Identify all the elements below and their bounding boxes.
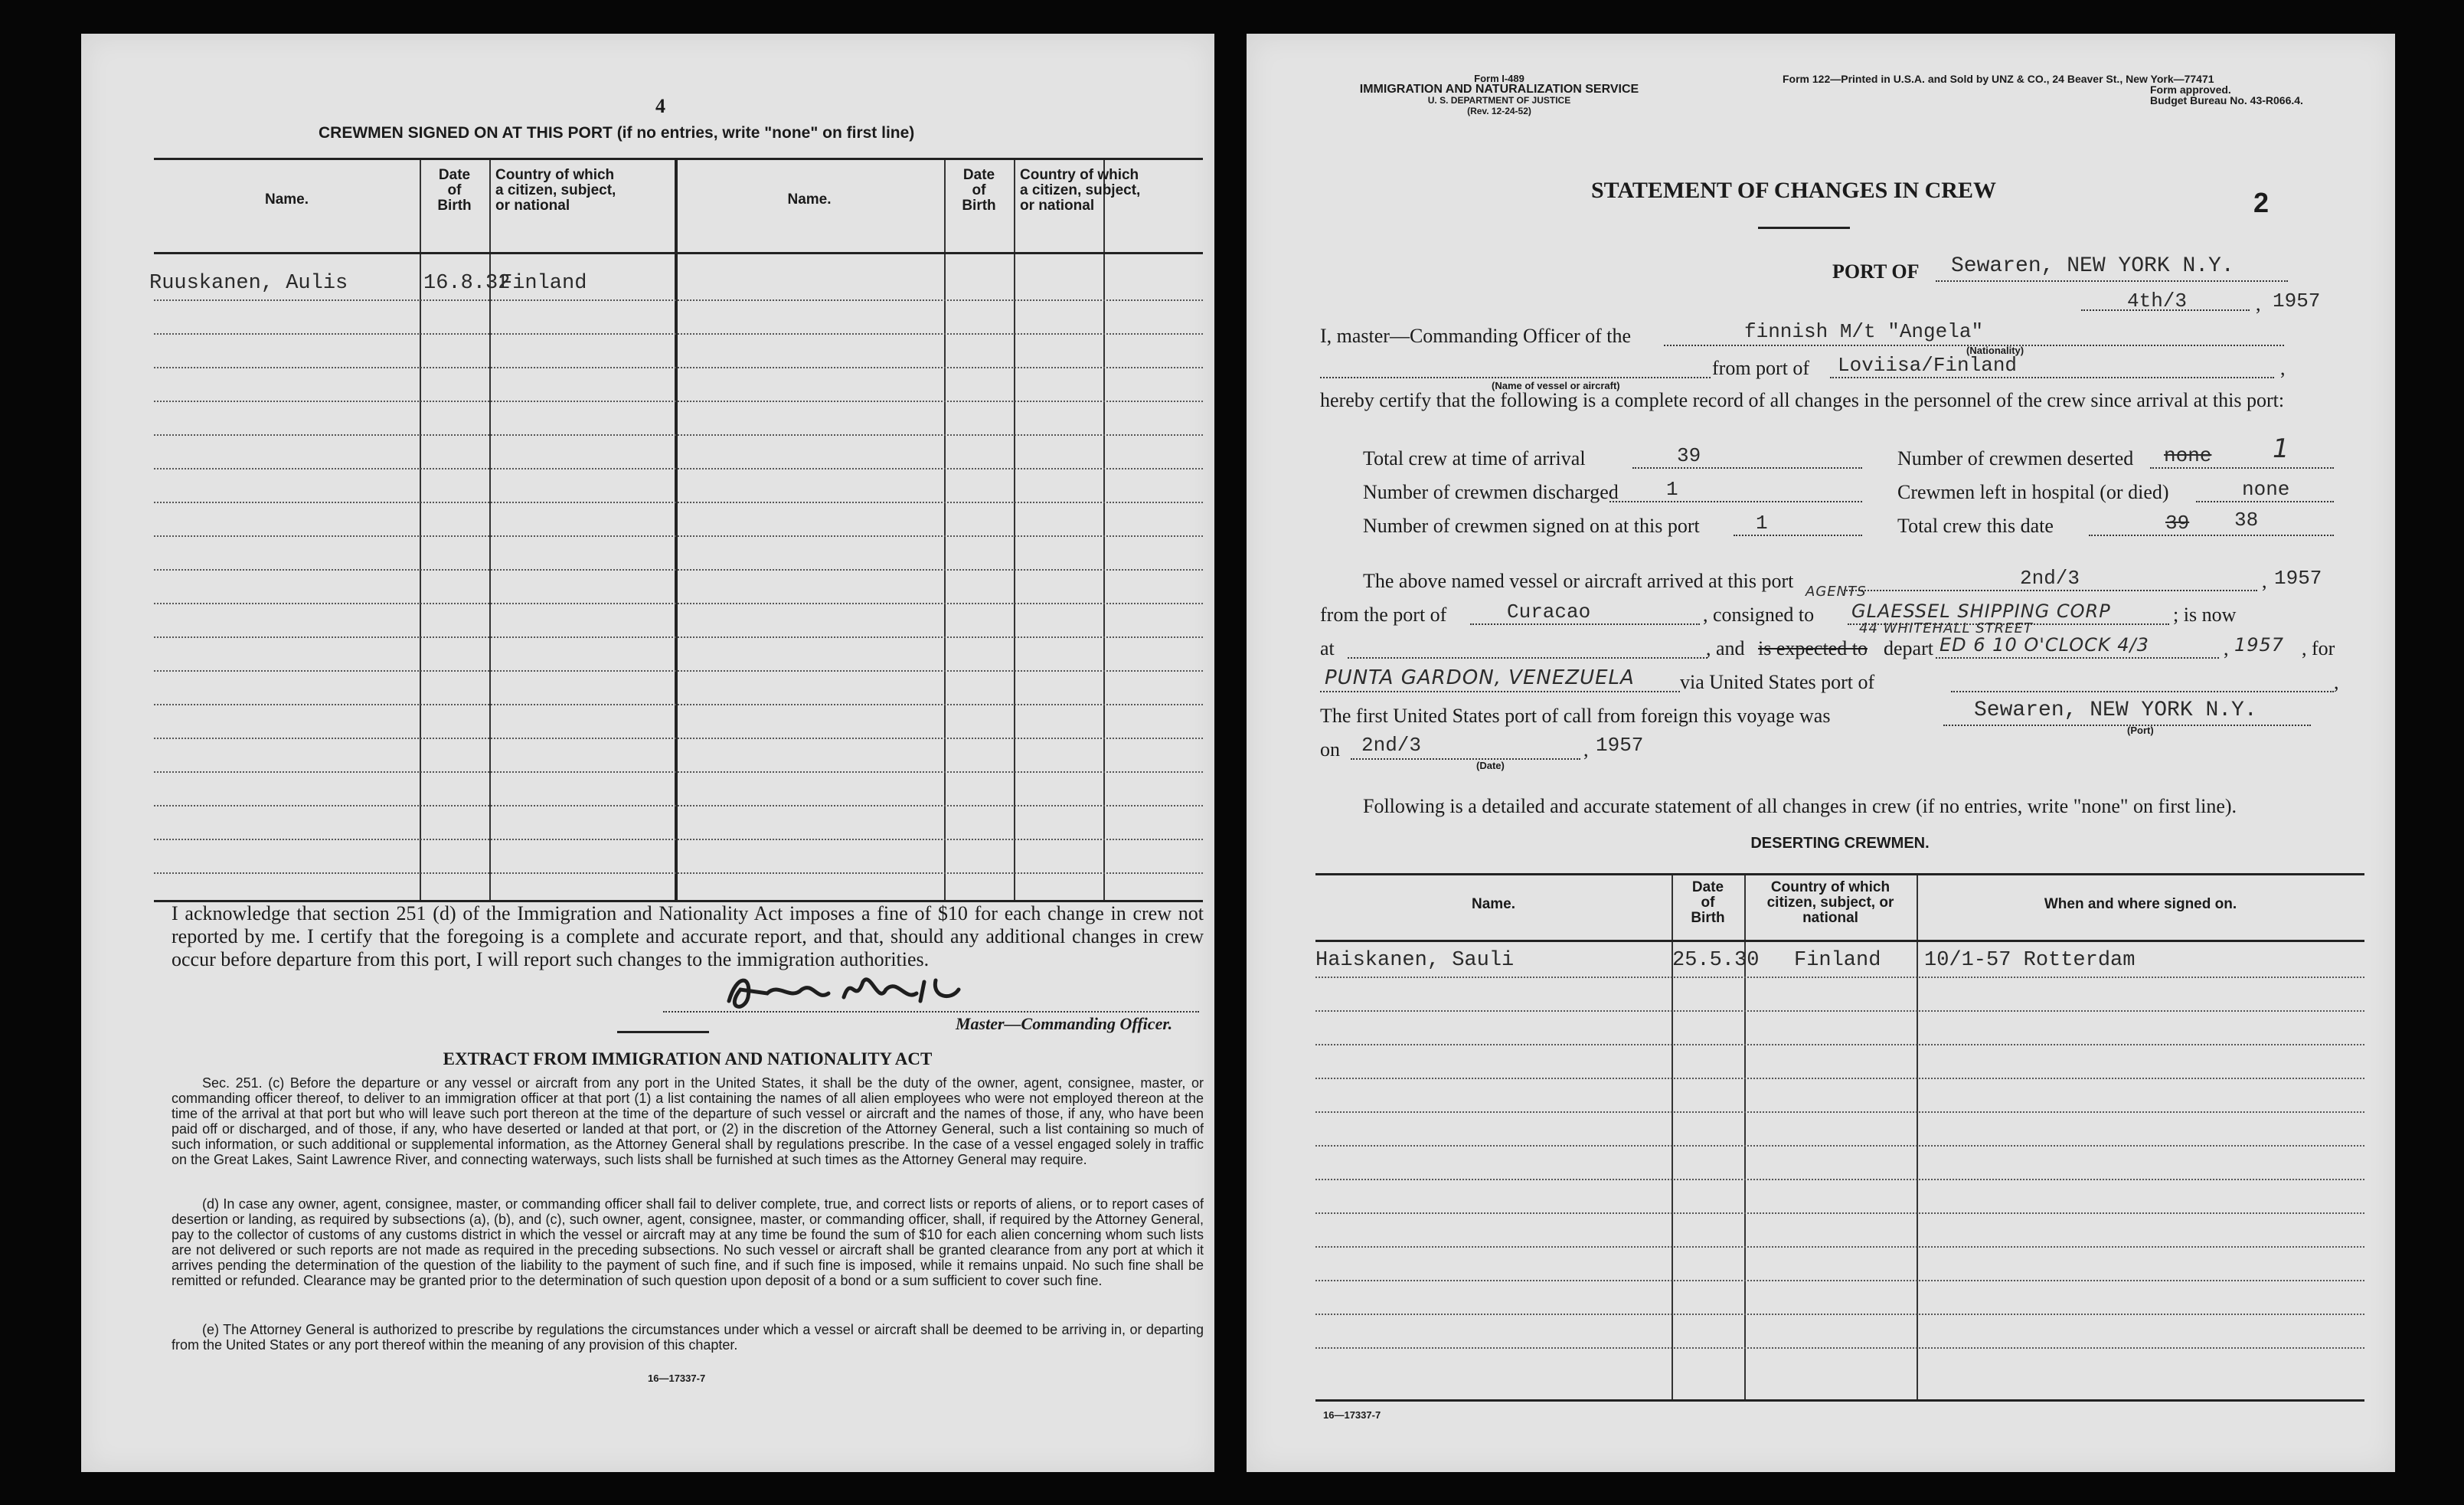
signed-on-label: Number of crewmen signed on at this port bbox=[1363, 515, 1700, 537]
deserting-table bbox=[1315, 873, 2364, 1402]
hospital-label: Crewmen left in hospital (or died) bbox=[1897, 481, 2169, 503]
deserter-name: Haiskanen, Sauli bbox=[1315, 949, 1515, 972]
crew-entry-country: Finland bbox=[500, 272, 587, 295]
left-footer-code: 16—17337-7 bbox=[648, 1372, 706, 1384]
from-port-value: Loviisa/Finland bbox=[1838, 354, 2018, 377]
col-dob-header: Date of Birth bbox=[437, 167, 472, 214]
deserting-title: DESERTING CREWMEN. bbox=[1750, 835, 1930, 852]
arrived-label: The above named vessel or aircraft arrived at this port bbox=[1363, 570, 1794, 592]
from-port2-label: from the port of bbox=[1320, 604, 1447, 626]
on-date: 2nd/3 bbox=[1361, 734, 1422, 757]
first-port-label: The first United States port of call from foreign this voyage was bbox=[1320, 705, 1831, 727]
agents-note: AGENTS bbox=[1806, 584, 1867, 600]
form-title: STATEMENT OF CHANGES IN CREW bbox=[1591, 178, 1996, 203]
date-value: 4th/3 bbox=[2127, 290, 2188, 312]
des-col-country-header: Country of which citizen, subject, or national bbox=[1766, 879, 1894, 926]
master-line-label: I, master—Commanding Officer of the bbox=[1320, 325, 1632, 347]
extract-title: EXTRACT FROM IMMIGRATION AND NATIONALITY ACT bbox=[443, 1049, 933, 1068]
deserted-struck: none bbox=[2164, 444, 2212, 467]
via-label: via United States port of bbox=[1680, 671, 1875, 693]
crew-signed-heading bbox=[319, 124, 914, 142]
right-page: Form I-489 IMMIGRATION AND NATURALIZATION SERVICE U. S. DEPARTMENT OF JUSTICE (Rev. 12-24-52) Form 122—Printed in U.S.A. and Sold by UNZ & CO., 24 Beaver St., New York—77471 Form approved. Budget Bureau No. 43-R066.4. STATEMENT OF CHANGES IN CREW 2 PORT OF Sewaren, NEW YORK N.Y. 4th/3 , 1957 I, master—Commanding Officer of the finnish M/t "Angela" (Nationality) (Name of vessel or aircraft) from port of Loviisa/Finland , hereby certify that the following is a complete record of all changes in the personnel of the crew since arrival at this port: Total crew at time of arrival 39 Number of crewmen deserted none 1 Number of crewmen discharged 1 Crewmen left in hospital (or died) none Number of crewmen signed on at this port 1 Total crew this date 39 38 The above named vessel or aircraft arrived at this port 2nd/3 , 1957 from the port of Curacao , consigned to AGENTS GLAESSEL SHIPPING CORP ; is now at , and is expected to 44 WHITEHALL STREET depart ED 6 10 O'CLOCK 4/3 , 1957 , for PUNTA GARDON, VENEZUELA via United States port of , The first United States port of call from foreign this voyage was Sewaren, NEW YORK N.Y. (Port) on 2nd/3 (Date) , 1957 Following is a detailed and accurate statement of all changes in crew (if no entries, write "none" on first line). DESERTING CREWMEN. Name. Date of Birth Country of which citizen, subject, or national When and where signed on. Haiskanen, Sauli 25.5.30 Finland 10/1-57 Rotterdam 16—17337-7 bbox=[1247, 34, 2395, 1472]
crew-entry-name: Ruuskanen, Aulis bbox=[149, 272, 348, 295]
des-col-dob-header: Date of Birth bbox=[1691, 879, 1725, 926]
on-year: 1957 bbox=[1596, 734, 1644, 757]
crew-signed-note: (if no entries, write "none" on first line) bbox=[616, 124, 915, 142]
from-port-label: from port of bbox=[1712, 357, 1810, 379]
on-label: on bbox=[1320, 738, 1340, 761]
total-arrival-label: Total crew at time of arrival bbox=[1363, 447, 1586, 469]
signer-title: Master—Commanding Officer. bbox=[956, 1014, 1173, 1033]
col-dob-header-2: Date of Birth bbox=[962, 167, 996, 214]
form-header-right: Form 122—Printed in U.S.A. and Sold by UNZ & CO., 24 Beaver St., New York—77471 Form approved. Budget Bureau No. 43-R066.4. bbox=[1783, 73, 2303, 106]
total-date-value: 38 bbox=[2234, 509, 2259, 532]
deserter-dob: 25.5.30 bbox=[1672, 949, 1760, 972]
following-text: Following is a detailed and accurate statement of all changes in crew (if no entries, write "none" on first line). bbox=[1363, 795, 2237, 817]
deserter-signed-on: 10/1-57 Rotterdam bbox=[1924, 949, 2136, 972]
consignee-value: GLAESSEL SHIPPING CORP bbox=[1851, 600, 2111, 622]
sheet-number: 2 bbox=[2253, 187, 2270, 218]
nationality-caption: (Nationality) bbox=[1966, 345, 2024, 356]
total-arrival-value: 39 bbox=[1677, 444, 1701, 467]
address-note: 44 WHITEHALL STREET bbox=[1859, 620, 2033, 636]
first-port-value: Sewaren, NEW YORK N.Y. bbox=[1974, 699, 2257, 722]
depart-value: ED 6 10 O'CLOCK 4/3 bbox=[1940, 634, 2149, 656]
from-port2-value: Curacao bbox=[1507, 600, 1591, 623]
des-col-when-where-header: When and where signed on. bbox=[2044, 896, 2237, 912]
certify-text: hereby certify that the following is a complete record of all changes in the personnel of the crew since arrival at this port: bbox=[1320, 389, 2285, 411]
deserted-value: 1 bbox=[2273, 434, 2290, 464]
consigned-label: , consigned to bbox=[1703, 604, 1815, 626]
section-251-e: (e) The Attorney General is authorized to prescribe by regulations the circumstances under which a vessel or aircraft shall be deemed to be arriving in, or departing from the United States or any port thereof within the meaning of any provision of this chapter. bbox=[172, 1322, 1204, 1353]
port-caption: (Port) bbox=[2127, 725, 2154, 736]
date-year: 1957 bbox=[2273, 290, 2321, 312]
port-label: PORT OF bbox=[1832, 260, 1920, 283]
depart-label: depart bbox=[1884, 637, 1933, 659]
depart-year: 1957 bbox=[2234, 634, 2285, 656]
discharged-value: 1 bbox=[1666, 478, 1678, 501]
date-caption: (Date) bbox=[1476, 760, 1505, 771]
at-label: at bbox=[1320, 637, 1335, 659]
total-date-label: Total crew this date bbox=[1897, 515, 2054, 537]
acknowledgement-text: I acknowledge that section 251 (d) of the Immigration and Nationality Act imposes a fine of $10 for each change in crew not reported by me. I certify that the foregoing is a complete and accurate report, and that, should any additional changes in crew occur before departure from this port, I will report such changes to the immigration authorities. bbox=[172, 902, 1204, 970]
crew-signed-title: CREWMEN SIGNED ON AT THIS PORT bbox=[319, 124, 613, 142]
page-number: 4 bbox=[655, 95, 665, 117]
section-251-c: Sec. 251. (c) Before the departure or any vessel or aircraft from any port in the United States, it shall be the duty of the owner, agent, consignee, master, or commanding officer thereof, to deliver to an immigration officer at that port (1) a list containing the names of all alien employees who were not employed thereon at the time of the arrival at that port but who will leave such port thereon at the time of the departure of such vessel or aircraft and the names of those, if any, who have been paid off or discharged, and of those, if any, who have deserted or landed at that port, or (2) in the discretion of the Attorney General, such a list containing so much of such information, or such additional or supplemental information, as the Attorney General shall by regulations prescribe. In the case of a vessel engaged solely in traffic on the Great Lakes, Saint Lawrence River, and connecting waterways, such lists shall be furnished at such times as the Attorney General may require. bbox=[172, 1075, 1204, 1167]
col-country-header: Country of which a citizen, subject, or national bbox=[495, 167, 616, 214]
is-now-label: ; is now bbox=[2173, 604, 2237, 626]
arrived-year: 1957 bbox=[2274, 567, 2322, 590]
right-footer-code: 16—17337-7 bbox=[1323, 1409, 1381, 1421]
for-label: , for bbox=[2302, 637, 2335, 659]
total-date-struck: 39 bbox=[2165, 512, 2190, 535]
col-name-header: Name. bbox=[264, 191, 309, 208]
and-label: , and bbox=[1706, 637, 1745, 659]
deserter-country: Finland bbox=[1794, 949, 1881, 972]
deserted-label: Number of crewmen deserted bbox=[1897, 447, 2134, 469]
arrived-date: 2nd/3 bbox=[2020, 567, 2080, 590]
port-value: Sewaren, NEW YORK N.Y. bbox=[1951, 254, 2234, 278]
left-page bbox=[81, 34, 1214, 1472]
date-year-prefix: , bbox=[2256, 293, 2261, 315]
vessel-caption: (Name of vessel or aircraft) bbox=[1492, 380, 1620, 391]
discharged-label: Number of crewmen discharged bbox=[1363, 481, 1619, 503]
col-name-header-2: Name. bbox=[787, 191, 832, 208]
hospital-value: none bbox=[2242, 478, 2290, 501]
des-col-name-header: Name. bbox=[1471, 896, 1516, 912]
col-country-header-2: Country of which a citizen, subject, or national bbox=[1020, 167, 1141, 214]
section-251-d: (d) In case any owner, agent, consignee, master, or commanding officer shall fail to deliver complete, true, and correct lists or reports of aliens, or to report cases of desertion or landing, as required by subsections (a), (b), and (c), such owner, agent, consignee, master, or commanding officer, shall, if required by the Attorney General, pay to the collector of customs of any customs district in which the vessel or aircraft may at any time be found the sum of $10 for each alien concerning whom such lists are not delivered or such reports are not made as required in the preceding subsections. No such vessel or aircraft shall be granted clearance from any port at which it arrives pending the determination of the question of the liability to the payment of such fine, and if such fine is imposed, while it remains unpaid. No such fine shall be remitted or refunded. Clearance may be granted prior to the determination of such question upon deposit of a bond or a sum sufficient to cover such fine. bbox=[172, 1196, 1204, 1288]
destination-value: PUNTA GARDON, VENEZUELA bbox=[1325, 666, 1635, 689]
signed-on-value: 1 bbox=[1756, 512, 1768, 535]
expected-struck: is expected to bbox=[1758, 637, 1868, 659]
form-header-left: Form I-489 IMMIGRATION AND NATURALIZATION SERVICE U. S. DEPARTMENT OF JUSTICE (Rev. 12-24-52) bbox=[1359, 73, 1639, 116]
crew-signed-table bbox=[149, 158, 1203, 902]
crew-entry-dob: 16.8.32 bbox=[423, 272, 511, 295]
vessel-value: finnish M/t "Angela" bbox=[1744, 320, 1984, 343]
